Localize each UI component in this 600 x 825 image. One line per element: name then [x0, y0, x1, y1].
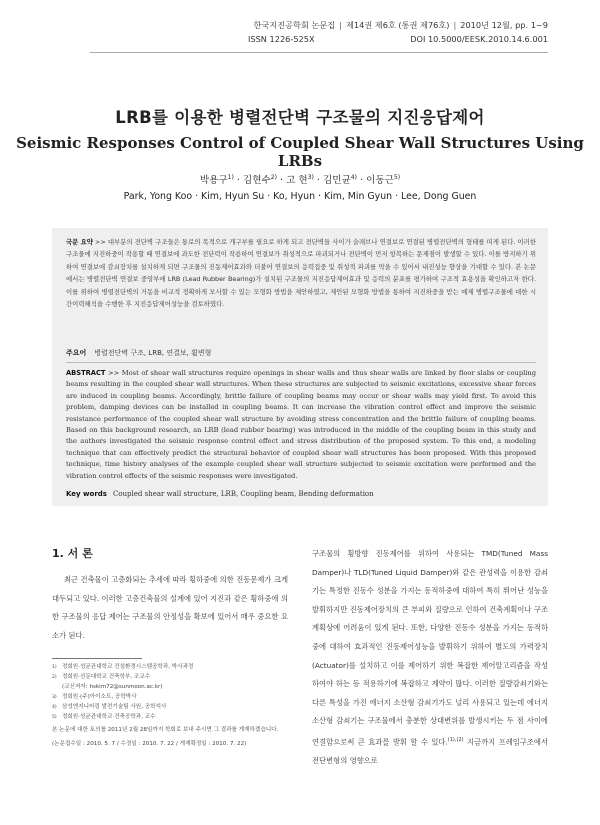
author: 고 현 [286, 175, 308, 186]
author-separator: · [357, 175, 367, 186]
journal-date-pages: 2010년 12월, pp. 1~9 [460, 20, 548, 30]
author-sup: 4) [350, 173, 358, 181]
abstract-english-text: >> Most of shear wall structures require openings in shear walls and thus shear walls are linked by floor slabs or coupling beams resulting in the coupled shear wall structures. When these structures are subjected to seismic excitations, excessive shear forces are induced in coupling beams. Accordingly, brittle failure of coupling beams may occur or shear walls may yield first. To avoid this problem, damping devices can be installed in coupling beams. It can increase the vibration control effect and improve the seismic resistance performance of the coupled shear wall structure by avoiding stress concentration and the brittle failure of coupling beams. Based on this background research, an LRB (lead rubber bearing) was introduced in the middle of the coupling beam in this study and the authors investigated the seismic response control effect and stress distribution of the proposed system. To this end, a modeling technique that can effectively predict the structural behavior of coupled shear wall structures has been proposed. With this proposed technique, time history analyses of the example coupled shear wall structure subjected to seismic excitation were performed and the vibration control effects of the seismic responses were investigated. [66, 369, 536, 480]
abstract-korean [66, 236, 536, 310]
keywords-korean [66, 348, 211, 358]
footnote-text: 정회원·(주)아이소트, 공학박사 [62, 693, 137, 700]
paper-title-english: Seismic Responses Control of Coupled Shear Wall Structures Using LRBs [16, 134, 584, 170]
footnote [52, 693, 288, 703]
abstract-korean-label: 국문 요약 [66, 238, 93, 246]
author-separator: · [233, 175, 243, 186]
footnote-number [52, 683, 62, 693]
footnote [52, 713, 288, 723]
footnote-number: 1) [52, 665, 57, 670]
right-column-text: 구조물의 횡방향 진동제어를 위하여 사용되는 TMD(Tuned Mass Damper)나 TLD(Tuned Liquid Damper)와 같은 관성력을 이용한 감쇠기는 특정한 진동수 성분을 가지는 동적하중에 대하여 특히 뛰어난 성능을 발휘하지만 진동제어장치의 큰 부피와 질량으로 인하여 건축계획이나 구조계획상에 어려움이 있게 된다. 또한, 다양한 진동수 성분을 가지는 동적하중에 대하여 효과적인 진동제어성능을 발휘하기 위하여 별도의 가력장치(Actuator)를 설치하고 이를 제어하기 위한 복잡한 제어알고리즘을 작성하여야 하는 등 적용하기에 복잡하고 제약이 많다. 이러한 질량감쇠기와는 다른 특성을 가진 에너지 소산형 감쇠기가도 널리 사용되고 있는데 에너지 소산형 감쇠기는 구조물에서 충분한 상대변위를 발생시키는 두 점 사이에 연결함으로써 큰 효과를 발휘 할 수 있다. [312, 549, 548, 747]
footnote [52, 663, 288, 673]
right-column [312, 545, 548, 771]
footnote-divider [52, 658, 142, 659]
author: 김민균 [323, 175, 351, 186]
footnote-number: 3) [52, 694, 57, 700]
keywords-korean-label: 주요어 [66, 349, 87, 357]
author: 박용구 [199, 175, 228, 186]
footnote-text: 정회원·성균관대학교 건설환경시스템공학과, 박사과정 [62, 664, 194, 670]
footnote-number: 4) [52, 704, 57, 710]
footnote-notice: 본 논문에 대한 토의를 2011년 2월 28일까지 학회로 보내 주시면 그 결과를 게재하겠습니다. [52, 727, 279, 734]
author-separator: · [276, 175, 287, 186]
footnote [52, 703, 288, 713]
authors-korean [0, 172, 600, 186]
abstract-english [66, 368, 536, 482]
journal-name: 한국지진공학회 논문집 [253, 20, 336, 30]
footnote-number: 2) [52, 674, 57, 680]
journal-doi: DOI 10.5000/EESK.2010.14.6.001 [410, 34, 548, 44]
footnote-text: 삼성엔지니어링 발전기술팀 사원, 공학석사 [62, 703, 167, 710]
keywords-english-text: Coupled shear wall structure, LRB, Coupling beam, Bending deformation [112, 490, 374, 498]
author: 김현수 [242, 175, 271, 186]
author-sup: 5) [393, 173, 401, 181]
author: 이동근 [366, 175, 394, 186]
footnotes [52, 663, 288, 750]
journal-issn: ISSN 1226-525X [248, 34, 315, 44]
footnote-dates: (논문접수일 : 2010. 5. 7 / 수정일 : 2010. 7. 22 / 게재확정일 : 2010. 7. 22) [52, 741, 247, 748]
journal-header: 한국지진공학회 논문집 | 제14권 제6호 (통권 제76호) | 2010년 12월, pp. 1~9 ISSN 1226-525X DOI 10.5000/EESK.2010.14.6.001 [248, 20, 548, 44]
introduction-paragraph: 최근 건축물이 고층화되는 추세에 따라 횡하중에 의한 진동문제가 크게 대두되고 있다. 이러한 고층건축물의 설계에 있어 지진과 같은 횡하중에 의한 구조물의 응답 제어는 구조물의 안정성을 확보에 있어서 매우 중요한 요소가 된다. [52, 575, 288, 640]
header-divider [90, 52, 548, 53]
authors-english: Park, Yong Koo · Kim, Hyun Su · Ko, Hyun · Kim, Min Gyun · Lee, Dong Guen [123, 191, 477, 202]
footnote-number: 5) [52, 714, 57, 720]
abstract-english-label: ABSTRACT [66, 369, 106, 377]
section-title: 1. 서 론 [52, 547, 93, 560]
right-column-paragraph [312, 545, 548, 771]
footnote-text: (교신저자: hskim72@sunmoon.ac.kr) [62, 683, 163, 690]
author-sup: 1) [227, 173, 234, 181]
journal-volume: 제14권 제6호 (통권 제76호) [345, 20, 450, 30]
citation: (1),(2) [447, 736, 464, 743]
author-separator: · [313, 175, 324, 186]
abstract-korean-text: >> 대부분의 전단벽 구조들은 통로의 목적으로 개구부를 필요로 하게 되고 전단벽들 사이가 슬래브나 연결보로 연결된 병렬전단벽의 형태를 띠게 된다. 이러한 구조물에 지진하중이 작용할 때 연결보에 과도한 전단력이 작용하여 연결보가 취성적으로 파괴되거나 전단벽이 먼저 항복하는 문제점이 발생할 수 있다. 이를 방지하기 위하여 연결보에 감쇠장치를 설치하게 되면 구조물의 진동제어효과와 더불어 연결보의 응력집중 및 취성적 파괴를 막을 수 있어서 내진성능 향상을 기대할 수 있다. 본 논문에서는 병렬전단벽 연결보 중앙부에 LRB (Lead Rubber Bearing)가 설치된 구조물의 지진응답제어효과 및 응력의 분포를 평가하여 구조적 효용성을 확인하고자 한다. 이를 위하여 병렬전단벽의 거동을 비교적 정확하게 모사할 수 있는 모형화 방법을 제안하였고, 제안된 모형화 방법을 통하여 지진하중을 받는 예제 병렬구조물에 대한 시간이력해석을 수행한 후 지진응답제어성능을 검토하였다. [66, 238, 536, 309]
abstract-box [52, 228, 548, 506]
footnote-text: 정회원·성균관대학교 건축공학과, 교수 [62, 713, 156, 720]
paper-title-korean: LRB를 이용한 병렬전단벽 구조물의 지진응답제어 [115, 108, 485, 127]
left-column [52, 545, 288, 645]
abstract-divider [66, 362, 536, 363]
keywords-english-label: Key words [66, 490, 107, 498]
author-sup: 3) [307, 173, 314, 181]
author-sup: 2) [270, 173, 277, 181]
footnote-text: 정회원·선문대학교 건축학부, 조교수 [62, 673, 151, 680]
footnote [52, 683, 288, 693]
right-column-tail: 지금까지 프레임구조에서 전단변형의 영향으로 [312, 737, 548, 765]
footnote [52, 673, 288, 683]
keywords-korean-text: 병렬전단벽 구조, LRB, 연결보, 휨변형 [94, 349, 212, 357]
keywords-english [66, 490, 374, 498]
